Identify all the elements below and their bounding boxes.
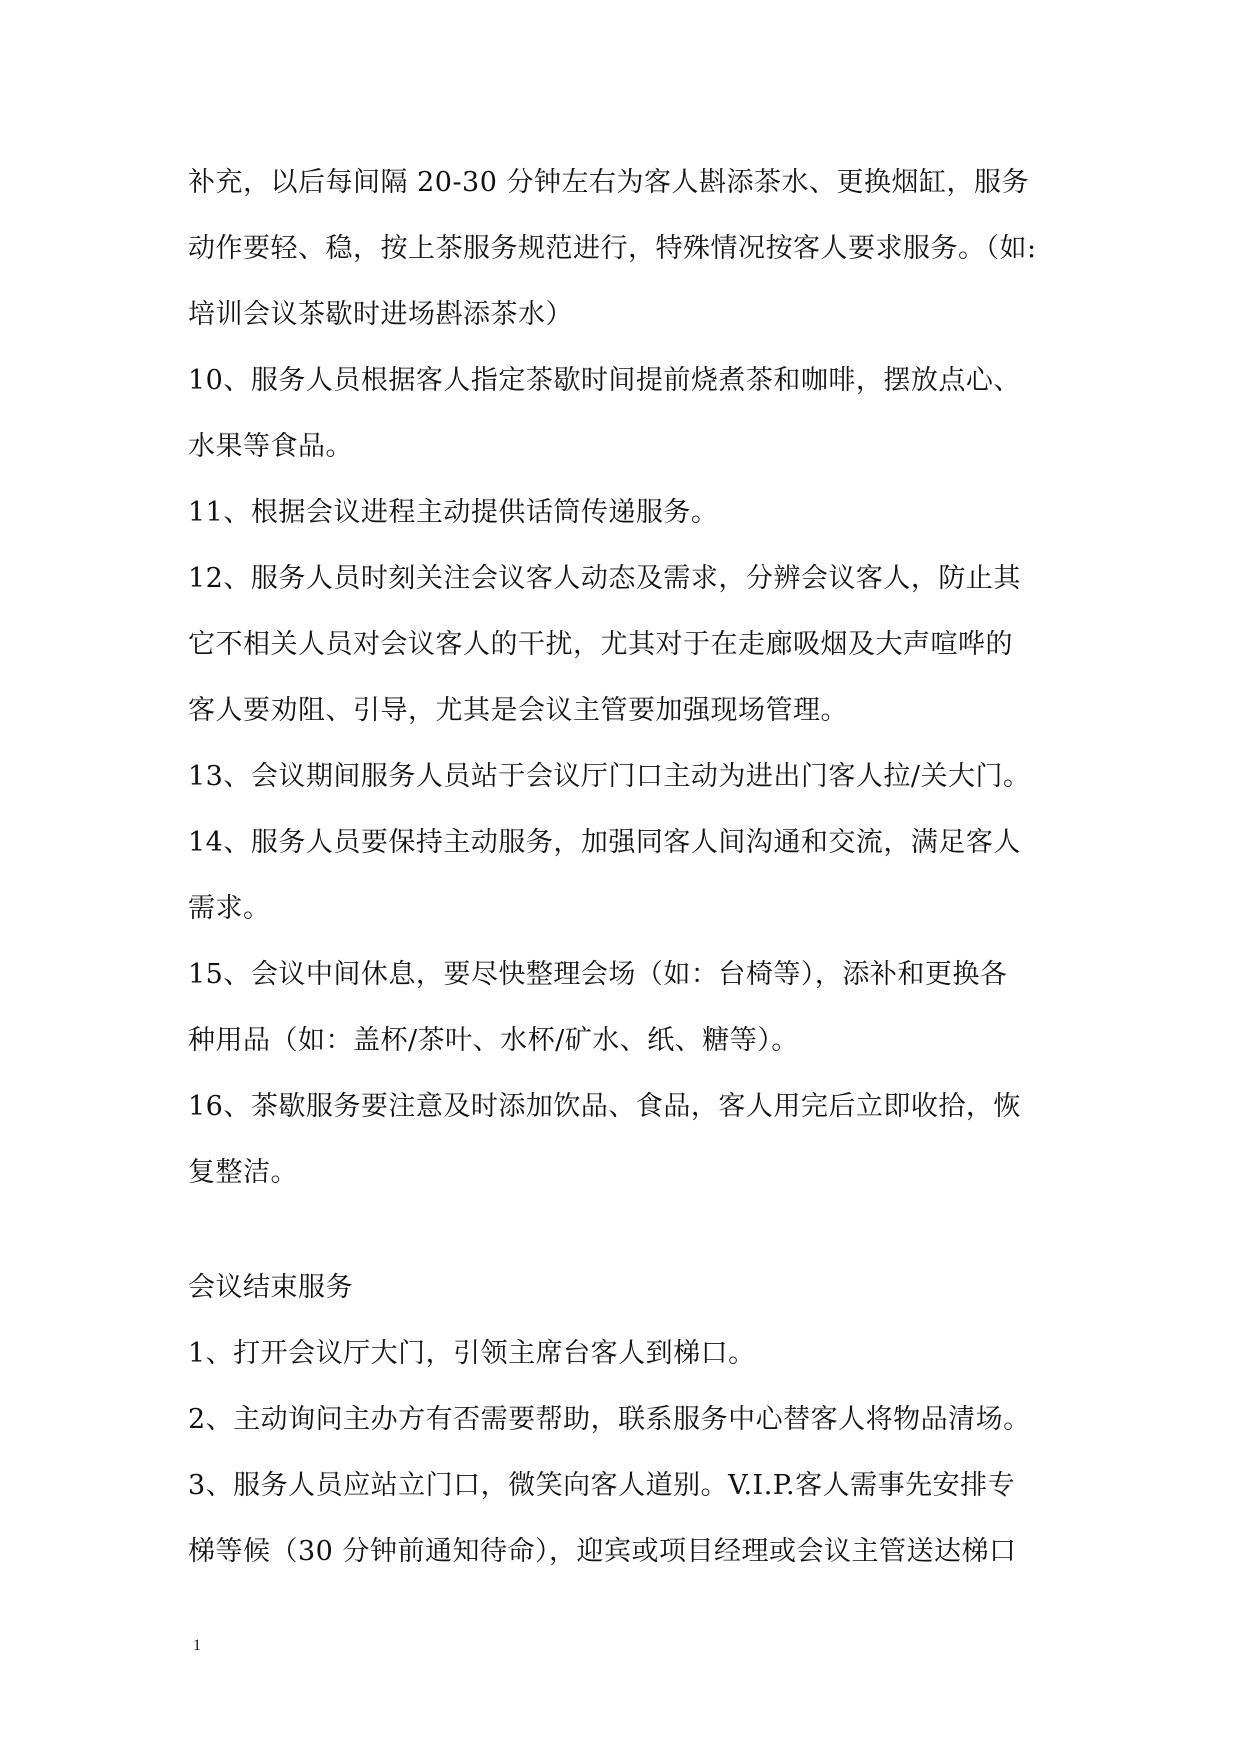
- text-line: 复整洁。: [188, 1157, 298, 1188]
- page-number: 1: [193, 1637, 201, 1654]
- text-line: 12、服务人员时刻关注会议客人动态及需求，分辨会议客人，防止其: [188, 563, 1021, 594]
- text-line: 补充，以后每间隔 20-30 分钟左右为客人斟添茶水、更换烟缸，服务: [188, 167, 1029, 198]
- text-line: 15、会议中间休息，要尽快整理会场（如：台椅等），添补和更换各: [188, 959, 1008, 990]
- text-line: 培训会议茶歇时进场斟添茶水）: [188, 299, 573, 330]
- text-line: 13、会议期间服务人员站于会议厅门口主动为进出门客人拉/关大门。: [188, 761, 1031, 792]
- text-line: 10、服务人员根据客人指定茶歇时间提前烧煮茶和咖啡，摆放点心、: [188, 365, 1021, 396]
- text-line: 梯等候（30 分钟前通知待命），迎宾或项目经理或会议主管送达梯口: [188, 1536, 1017, 1567]
- text-line: 1、打开会议厅大门，引领主席台客人到梯口。: [188, 1338, 756, 1369]
- text-line: 11、根据会议进程主动提供话筒传递服务。: [188, 497, 719, 528]
- text-line: 种用品（如：盖杯/茶叶、水杯/矿水、纸、糖等）。: [188, 1025, 799, 1056]
- text-line: 3、服务人员应站立门口，微笑向客人道别。V.I.P.客人需事先安排专: [188, 1470, 1016, 1501]
- text-line: 水果等食品。: [188, 431, 353, 462]
- text-line: 客人要劝阻、引导，尤其是会议主管要加强现场管理。: [188, 695, 848, 726]
- text-line: 2、主动询问主办方有否需要帮助，联系服务中心替客人将物品清场。: [188, 1404, 1031, 1435]
- text-line: 动作要轻、稳，按上茶服务规范进行，特殊情况按客人要求服务。（如:: [188, 233, 1037, 264]
- text-line: 14、服务人员要保持主动服务，加强同客人间沟通和交流，满足客人: [188, 827, 1021, 858]
- section-heading: 会议结束服务: [188, 1272, 353, 1303]
- text-line: 需求。: [188, 893, 271, 924]
- text-line: 16、茶歇服务要注意及时添加饮品、食品，客人用完后立即收拾，恢: [188, 1091, 1021, 1122]
- text-line: 它不相关人员对会议客人的干扰，尤其对于在走廊吸烟及大声喧哗的: [188, 629, 1013, 660]
